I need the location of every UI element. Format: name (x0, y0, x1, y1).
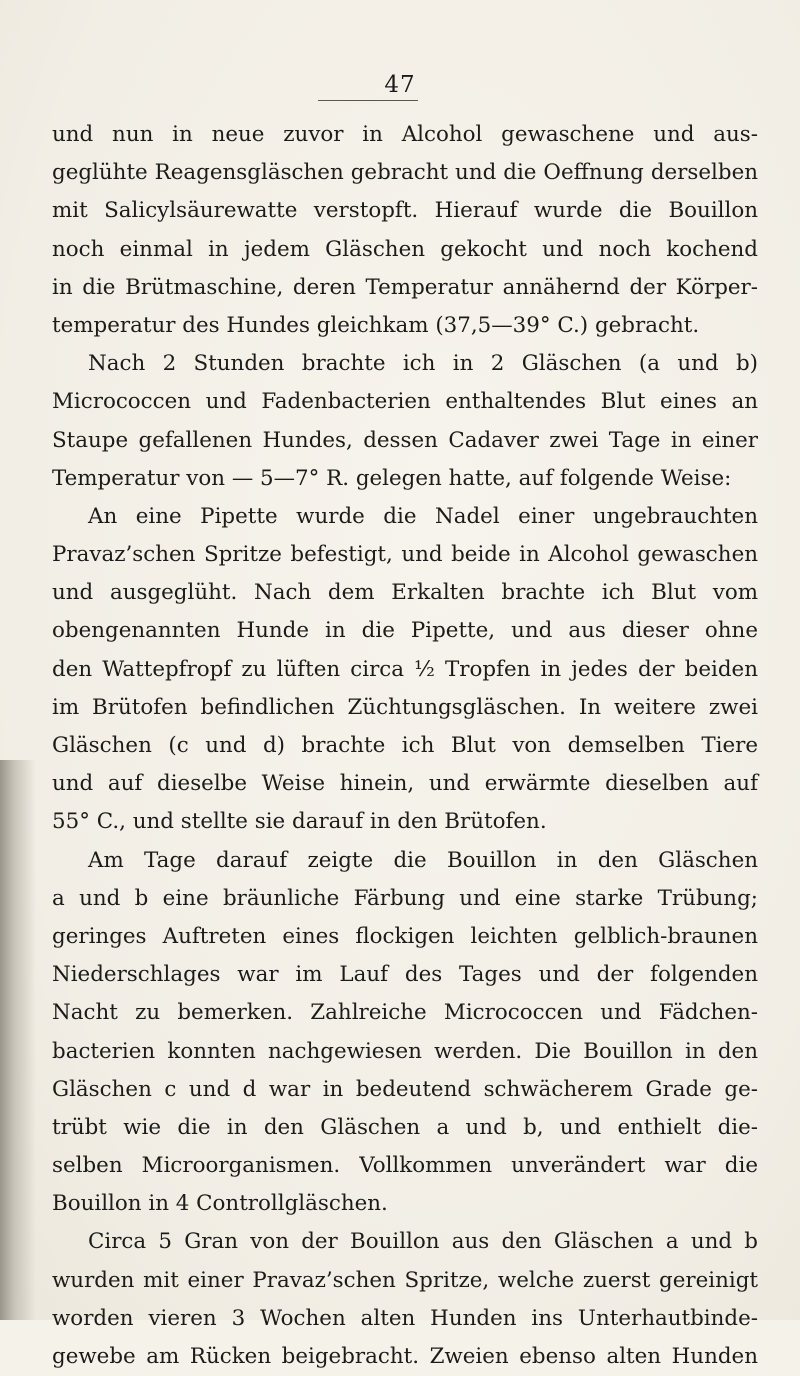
text-line: worden vieren 3 Wochen alten Hunden ins Unterhautbinde- (52, 1305, 758, 1331)
text-line: und auf dieselbe Weise hinein, und erwärmte dieselben auf (52, 771, 758, 797)
text-line: und ausgeglüht. Nach dem Erkalten brachte ich Blut vom (52, 580, 758, 606)
text-line: gewebe am Rücken beigebracht. Zweien ebenso alten Hunden (52, 1344, 758, 1369)
text-line: trübt wie die in den Gläschen a und b, und enthielt die- (52, 1114, 758, 1140)
text-line: Temperatur von — 5—7° R. gelegen hatte, auf folgende Weise: (52, 465, 732, 491)
text-line: 55° C., und stellte sie darauf in den Brütofen. (52, 809, 547, 835)
paragraph-start: Am Tage darauf zeigte die Bouillon in den Gläschen (88, 847, 758, 873)
text-line: geringes Auftreten eines flockigen leichten gelblich-braunen (52, 923, 758, 949)
text-line: Gläschen c und d war in bedeutend schwächerem Grade ge- (52, 1076, 758, 1102)
paragraph-start: Circa 5 Gran von der Bouillon aus den Gläschen a und b (88, 1229, 758, 1255)
text-line: wurden mit einer Pravaz’schen Spritze, welche zuerst gereinigt (52, 1267, 758, 1293)
binding-shadow (0, 760, 36, 1320)
text-line: den Wattepfropf zu lüften circa ½ Tropfen in jedes der beiden (52, 656, 758, 682)
text-line: selben Microorganismen. Vollkommen unverändert war die (52, 1153, 758, 1179)
text-line: obengenannten Hunde in die Pipette, und aus dieser ohne (52, 618, 758, 644)
page-number: 47 (384, 72, 416, 98)
text-line: Bouillon in 4 Controllgläschen. (52, 1191, 388, 1217)
text-line: Gläschen (c und d) brachte ich Blut von demselben Tiere (52, 733, 758, 758)
text-line: Staupe gefallenen Hundes, dessen Cadaver zwei Tage in einer (52, 427, 758, 453)
text-line: a und b eine bräunliche Färbung und eine starke Trübung; (52, 885, 758, 911)
paragraph-start: An eine Pipette wurde die Nadel einer ungebrauchten (88, 503, 758, 529)
text-line: temperatur des Hundes gleichkam (37,5—39° C.) gebracht. (52, 312, 700, 338)
text-line: Pravaz’schen Spritze befestigt, und beide in Alcohol gewaschen (52, 542, 758, 568)
text-line: noch einmal in jedem Gläschen gekocht und noch kochend (52, 236, 758, 262)
text-line: bacterien konnten nachgewiesen werden. Die Bouillon in den (52, 1038, 758, 1064)
text-line: Nacht zu bemerken. Zahlreiche Micrococcen und Fädchen- (52, 1000, 758, 1026)
text-line: Micrococcen und Fadenbacterien enthaltendes Blut eines an (52, 389, 758, 415)
text-line: geglühte Reagensgläschen gebracht und die Oeffnung derselben (52, 160, 758, 186)
paragraph-start: Nach 2 Stunden brachte ich in 2 Gläschen (a und b) (88, 351, 758, 377)
text-line: im Brütofen befindlichen Züchtungsgläschen. In weitere zwei (52, 694, 758, 720)
text-line: mit Salicylsäurewatte verstopft. Hierauf wurde die Bouillon (52, 198, 758, 224)
body-text (52, 116, 758, 1376)
page-number-rule (318, 100, 418, 101)
text-line: und nun in neue zuvor in Alcohol gewaschene und aus- (52, 122, 758, 147)
text-line: Niederschlages war im Lauf des Tages und der folgenden (52, 962, 758, 988)
text-line: in die Brütmaschine, deren Temperatur annähernd der Körper- (52, 274, 758, 300)
